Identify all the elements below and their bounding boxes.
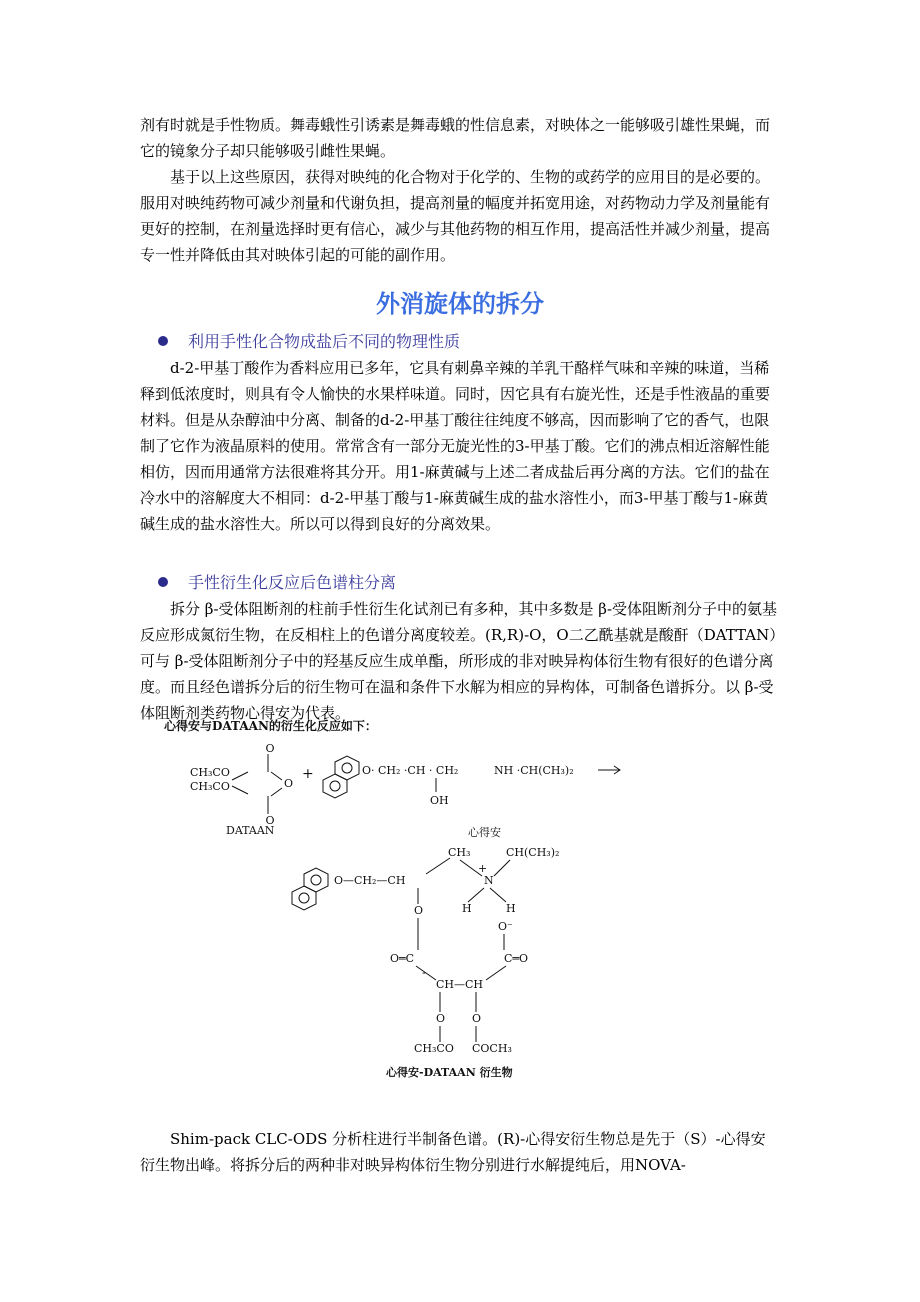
bullet-text: 利用手性化合物成盐后不同的物理性质 [188,332,461,351]
bullet-text: 手性衍生化反应后色谱柱分离 [188,573,397,592]
bullet-item-salt [158,329,460,355]
reaction-arrow-icon [598,766,620,774]
bullet-dot-icon [158,336,168,346]
product-chch: CH—CH [436,978,484,991]
paragraph-intro: 基于以上这些原因，获得对映纯的化合物对于化学的、生物的或药学的应用目的是必要的。服用对映纯药物可减少剂量和代谢负担，提高剂量的幅度并拓宽用途，对药物动力学及剂量能有更好的控制，在剂量选择时更有信心，减少与其他药物的相互作用，提高活性并减少剂量，提高专一性并降低由其对映体引起的可能的副作用。 [140,168,771,264]
product-carbonyl-right: C═O [504,952,529,965]
product-nitrogen-charge: + [478,862,488,875]
paragraph-bottom: Shim-pack CLC-ODS 分析柱进行半制备色谱。(R)-心得安衍生物总是先于（S）-心得安衍生物出峰。将拆分后的两种非对映异构体衍生物分别进行水解提纯后，用NOVA- [140,1130,766,1174]
product-acetyl-left: CH₃CO [414,1042,454,1055]
naphthalene-icon [323,756,359,798]
paragraph-chromatography: 拆分 β-受体阻断剂的柱前手性衍生化试剂已有多种，其中多数是 β-受体阻断剂分子中的氨基反应形成氮衍生物，在反相柱上的色谱分离度较差。(R,R)-O，O二乙酰基就是酸酐（DATTAN）可与 β-受体阻断剂分子中的羟基反应生成单酯，所形成的非对映异构体衍生物有很好的色谱分离度。而且经色谱拆分后的衍生物可在温和条件下水解为相应的异构体，可制备色谱拆分。以 β-受体阻断剂类药物心得安为代表。 [140,600,778,722]
propranolol-hydroxyl: OH [430,794,449,807]
product-oxygen-right: O [472,1012,482,1025]
dataan-oxygen-bottom: O [265,814,275,827]
naphthalene-icon [292,868,328,910]
dataan-ring-oxygen: O [284,777,294,790]
product-bonds [416,858,510,1042]
product-isopropyl: CH(CH₃)₂ [506,846,560,859]
dataan-label: DATAAN [226,824,275,837]
product-methyl: CH₃ [448,846,471,859]
product-charge-minus: - [422,966,426,979]
product-ester-oxygen: O [414,904,424,917]
dataan-oxygen-top: O [265,742,275,755]
bullet-dot-icon [158,577,168,587]
bullet-item-chromatography [158,570,396,596]
diagram-caption: 心得安与DATAAN的衍生化反应如下： [164,719,377,733]
propranolol-amine: NH ·CH(CH₃)₂ [494,764,574,777]
product-carbonyl-left: O═C [390,952,415,965]
reaction-scheme-diagram [160,716,630,1084]
product-carboxylate: O⁻ [498,920,513,933]
paragraph-top: 剂有时就是手性物质。舞毒蛾性引诱素是舞毒蛾的性信息素，对映体之一能够吸引雄性果蝇，而它的镜象分子却只能够吸引雌性果蝇。 [140,116,771,160]
section-title: 外消旋体的拆分 [376,289,544,318]
paragraph-salt-method: d-2-甲基丁酸作为香料应用已多年，它具有刺鼻辛辣的羊乳干酪样气味和辛辣的味道，当稀释到低浓度时，则具有令人愉快的水果样味道。同时，因它具有右旋光性，还是手性液晶的重要材料。但是从杂醇油中分离、制备的d-2-甲基丁酸往往纯度不够高，因而影响了它的香气，也限制了它作为液晶原料的使用。常常含有一部分无旋光性的3-甲基丁酸。它们的沸点相近溶解性能相仿，因而用通常方法很难将其分开。用1-麻黄碱与上述二者成盐后再分离的方法。它们的盐在冷水中的溶解度大不相同：d-2-甲基丁酸与1-麻黄碱生成的盐水溶性小，而3-甲基丁酸与1-麻黄碱生成的盐水溶性大。所以可以得到良好的分离效果。 [140,359,771,533]
product-h-right: H [506,902,516,915]
dataan-acetyl-top: CH₃CO [190,766,230,779]
product-chain: O—CH₂—CH [334,874,406,887]
dataan-structure [232,754,282,814]
product-nitrogen: N [484,874,494,887]
product-acetyl-right: COCH₃ [472,1042,512,1055]
propranolol-label: 心得安 [468,826,501,839]
product-h-left: H [462,902,472,915]
product-label: 心得安-DATAAN 衍生物 [386,1066,513,1079]
dataan-acetyl-bottom: CH₃CO [190,780,230,793]
propranolol-chain: O· CH₂ ·CH · CH₂ [362,764,459,777]
product-oxygen-left: O [436,1012,446,1025]
plus-sign: + [302,766,314,782]
